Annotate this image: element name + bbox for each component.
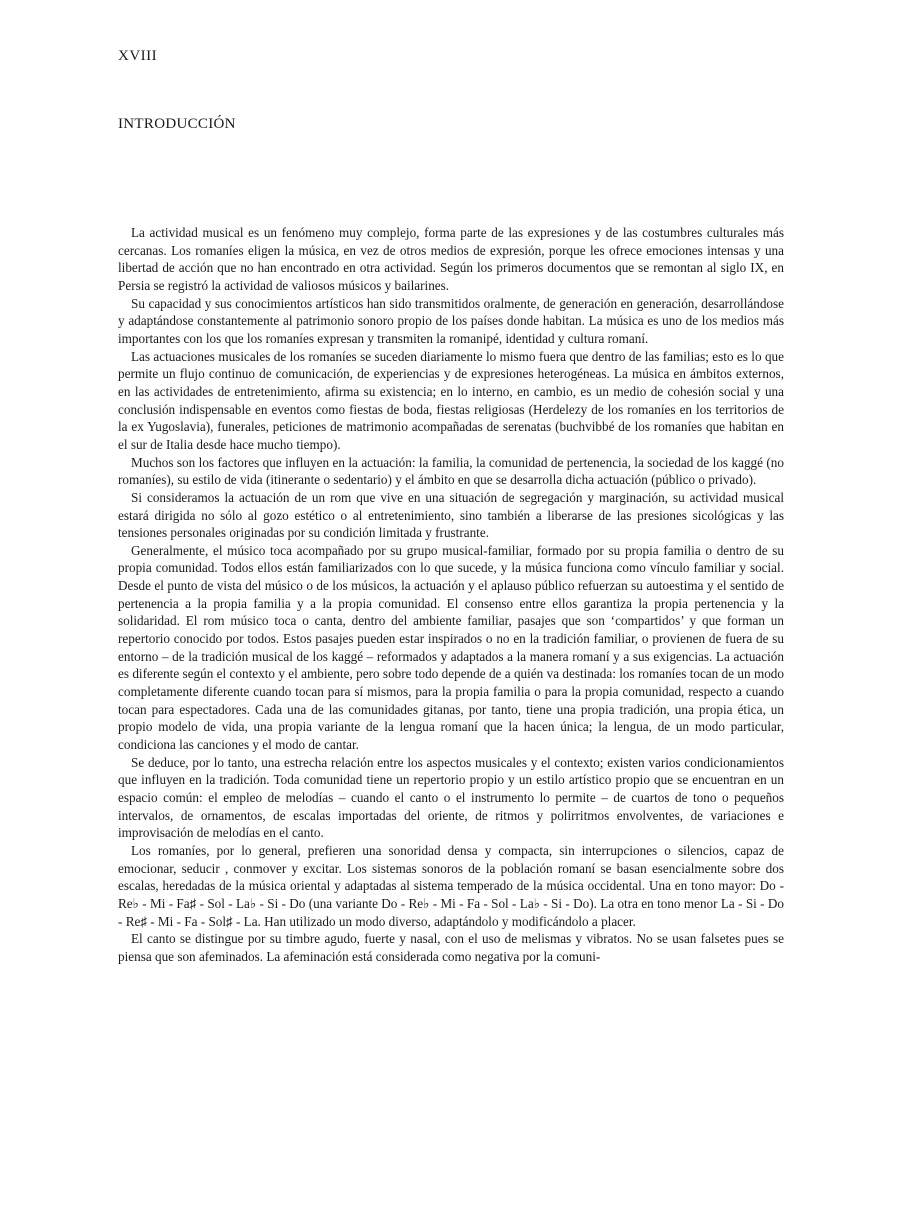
paragraph: Los romaníes, por lo general, prefieren una sonoridad densa y compacta, sin interrupciones o silencios, capaz de emocionar, seducir , conmover y excitar. Los sistemas sonoros de la población romaní se basan esencialmente sobre dos escalas, heredadas de la música oriental y adaptadas al sistema temperado de la música occidental. Una en tono mayor: Do - Re♭ - Mi - Fa♯ - Sol - La♭ - Si - Do (una variante Do - Re♭ - Mi - Fa - Sol - La♭ - Si - Do). La otra en tono menor La - Si - Do - Re♯ - Mi - Fa - Sol♯ - La. Han utilizado un modo diverso, adaptándolo y modificándolo a placer. xyxy=(118,842,784,929)
paragraph: Muchos son los factores que influyen en la actuación: la familia, la comunidad de pertenencia, la sociedad de los kaggé (no romaníes), su estilo de vida (itinerante o sedentario) y el ámbito en que se desarrolla dicha actuación (público o privado). xyxy=(118,454,784,488)
paragraph: La actividad musical es un fenómeno muy complejo, forma parte de las expresiones y de las costumbres culturales más cercanas. Los romaníes eligen la música, en vez de otros medios de expresión, porque les ofrece emociones intensas y una libertad de acción que no han encontrado en otra actividad. Según los primeros documentos que se remontan al siglo IX, en Persia se registró la actividad de valiosos músicos y bailarines. xyxy=(118,225,784,293)
paragraph: Su capacidad y sus conocimientos artísticos han sido transmitidos oralmente, de generación en generación, desarrollándose y adaptándose constantemente al patrimonio sonoro propio de los países donde habitan. La música es uno de los medios más importantes con los que los romaníes expresan y transmiten la romanipé, identidad y cultura romaní. xyxy=(118,295,784,346)
paragraph: Generalmente, el músico toca acompañado por su grupo musical-familiar, formado por su propia familia o dentro de su propia comunidad. Todos ellos están familiarizados con lo que sucede, y la música funciona como vínculo familiar y social. Desde el punto de vista del músico o de los músicos, la actuación y el aplauso público refuerzan su autoestima y el sentido de pertenencia a la propia familia y a la propia comunidad. El consenso entre ellos garantiza la propia pertenencia y la solidaridad. El rom músico toca o canta, dentro del ambiente familiar, pasajes que son ‘compartidos’ y que forman un repertorio conocido por todos. Estos pasajes pueden estar inspirados o no en la tradición familiar, o provienen de fuera de su entorno – de la tradición musical de los kaggé – reformados y adaptados a la manera romaní y a sus exigencias. La actuación es diferente según el contexto y el ambiente, pero sobre todo depende de a quién va destinada: los romaníes tocan de un modo completamente diferente cuando tocan para sí mismos, para la propia familia o para la propia comunidad, respecto a cuando tocan para espectadores. Cada una de las comunidades gitanas, por tanto, tiene una propia tradición, una propia ética, un propio modelo de vida, una propia variante de la lengua romaní que la hacen única; la lengua, de un modo particular, condiciona las canciones y el modo de cantar. xyxy=(118,542,784,753)
section-title: INTRODUCCIÓN xyxy=(118,116,236,132)
body-text xyxy=(118,224,784,966)
paragraph: Si consideramos la actuación de un rom que vive en una situación de segregación y marginación, su actividad musical estará dirigida no sólo al gozo estético o al entretenimiento, sino también a liberarse de las presiones sicológicas y las tensiones personales originadas por su condición limitada y frustrante. xyxy=(118,489,784,541)
paragraph: Las actuaciones musicales de los romaníes se suceden diariamente lo mismo fuera que dentro de las familias; esto es lo que permite un flujo continuo de comunicación, de experiencias y de expresiones heterogéneas. La música en ámbitos externos, en las actividades de entretenimiento, afirma su existencia; en lo interno, en cambio, es un medio de cohesión social y una conclusión indispensable en eventos como fiestas de boda, fiestas religiosas (Herdelezy de los romaníes en los territorios de la ex Yugoslavia), funerales, peticiones de matrimonio acompañadas de serenatas (buchvibbé de los romaníes que habitan en el sur de Italia desde hace mucho tiempo). xyxy=(118,348,784,452)
paragraph: Se deduce, por lo tanto, una estrecha relación entre los aspectos musicales y el contexto; existen varios condicionamientos que influyen en la tradición. Toda comunidad tiene un repertorio propio y un estilo artístico propio que se encuentran en un espacio común: el empleo de melodías – cuando el canto o el instrumento lo permite – de cuartos de tono o pequeños intervalos, de ornamentos, de escalas importadas del oriente, de ritmos y polirritmos envolventes, de variaciones e improvisación de melodías en el canto. xyxy=(118,754,784,841)
paragraph: El canto se distingue por su timbre agudo, fuerte y nasal, con el uso de melismas y vibratos. No se usan falsetes pues se piensa que son afeminados. La afeminación está considerada como negativa por la comuni- xyxy=(118,931,784,964)
page-number: XVIII xyxy=(118,48,158,64)
